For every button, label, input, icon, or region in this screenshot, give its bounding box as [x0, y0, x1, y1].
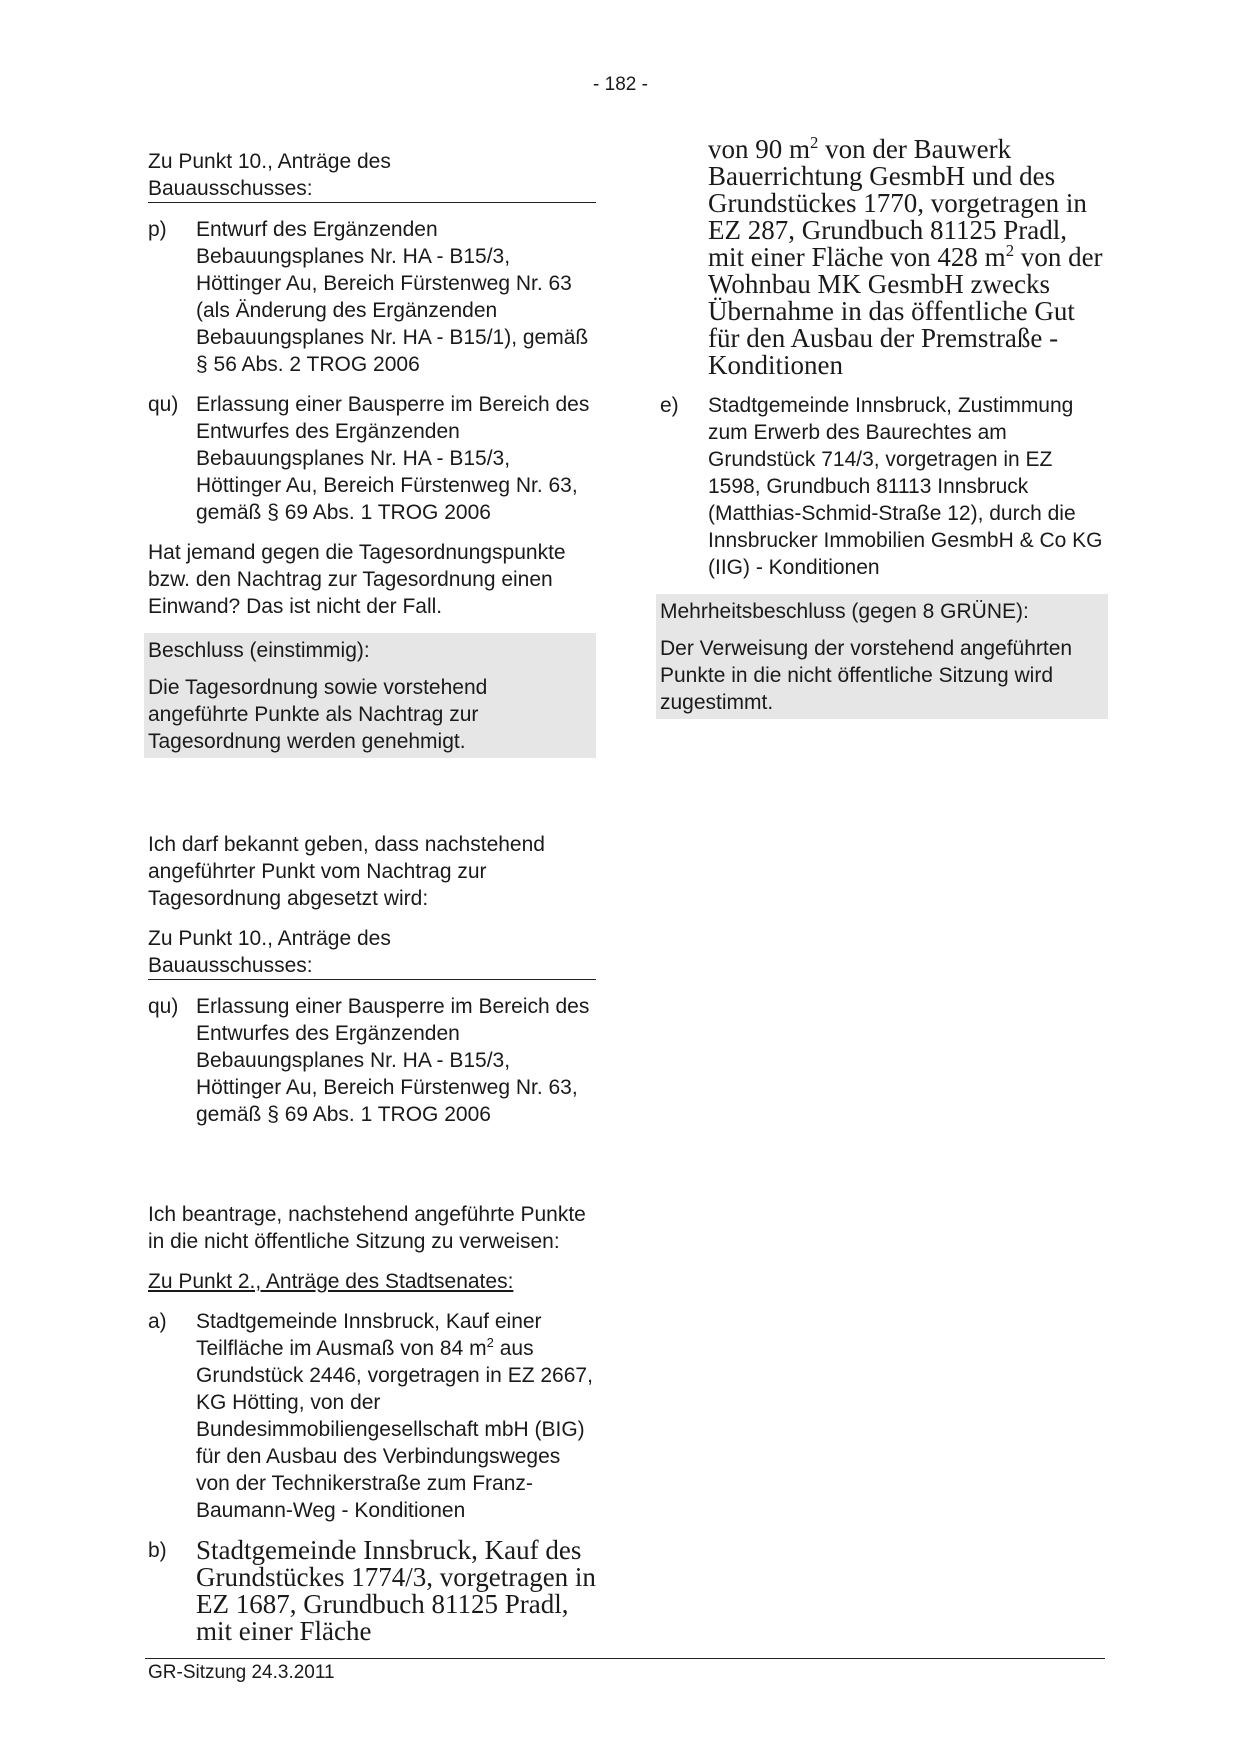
resolution-text: Die Tagesordnung sowie vorstehend angeführte Punkte als Nachtrag zur Tagesordnung werden genehmigt. [144, 670, 596, 758]
resolution-text: Der Verweisung der vorstehend angeführten Punkte in die nicht öffentliche Sitzung wird zugestimmt. [656, 631, 1108, 719]
agenda-item-e [660, 392, 1108, 581]
section-heading-bauausschuss: Zu Punkt 10., Anträge des Bauausschusses: [148, 148, 596, 203]
item-label: qu) [148, 995, 179, 1018]
right-column [660, 133, 1108, 732]
agenda-item-qu-removed [148, 993, 596, 1128]
left-column [148, 148, 596, 1658]
footer-session-date: GR-Sitzung 24.3.2011 [148, 1662, 335, 1683]
footer-divider [145, 1658, 1105, 1659]
agenda-item-b-continued [660, 133, 1108, 380]
agenda-item-p [148, 216, 596, 378]
item-label: e) [660, 394, 679, 417]
page-number: - 182 - [593, 74, 648, 95]
item-label: qu) [148, 393, 179, 416]
item-text: Stadtgemeinde Innsbruck, Kauf einer Teilfläche im Ausmaß von 84 $m^2$ aus Grundstück 2446, vorgetragen in EZ 2667, KG Hötting, von der Bundesimmobiliengesellschaft mbH (BIG) für den Ausbau des Verbindungsweges von der Technikerstraße zum Franz-Baumann-Weg - Konditionen [196, 1310, 593, 1522]
announcement-text: Ich darf bekannt geben, dass nachstehend angeführter Punkt vom Nachtrag zur Tagesordnung abgesetzt wird: [148, 833, 545, 910]
agenda-item-a [148, 1308, 596, 1524]
item-text: von 90 $m^2$ von der Bauwerk Bauerrichtung GesmbH und des Grundstückes 1770, vorgetragen in EZ 287, Grundbuch 81125 Pradl, mit einer Fläche von 428 $m^2$ von der Wohnbau MK GesmbH zwecks Übernahme in das öffentliche Gut für den Ausbau der Premstraße - Konditionen [708, 133, 1103, 380]
item-text: Entwurf des Ergänzenden Bebauungsplanes Nr. HA - B15/3, Höttinger Au, Bereich Fürstenweg Nr. 63 (als Änderung des Ergänzenden Bebauungsplanes Nr. HA - B15/1), gemäß § 56 Abs. 2 TROG 2006 [196, 218, 589, 376]
item-text: Erlassung einer Bausperre im Bereich des Entwurfes des Ergänzenden Bebauungsplanes Nr. HA - B15/3, Höttinger Au, Bereich Fürstenweg Nr. 63, gemäß § 69 Abs. 1 TROG 2006 [196, 393, 590, 524]
resolution-label: Beschluss (einstimmig): [144, 633, 596, 670]
item-label: b) [148, 1539, 167, 1562]
objection-question: Hat jemand gegen die Tagesordnungspunkte bzw. den Nachtrag zur Tagesordnung einen Einwand? Das ist nicht der Fall. [148, 541, 566, 618]
item-text: Erlassung einer Bausperre im Bereich des Entwurfes des Ergänzenden Bebauungsplanes Nr. HA - B15/3, Höttinger Au, Bereich Fürstenweg Nr. 63, gemäß § 69 Abs. 1 TROG 2006 [196, 995, 590, 1126]
spacer [148, 1141, 596, 1201]
section-heading-stadtsenat: Zu Punkt 2., Anträge des Stadtsenates: [148, 1270, 514, 1293]
spacer [148, 771, 596, 831]
motion-text: Ich beantrage, nachstehend angeführte Punkte in die nicht öffentliche Sitzung zu verweisen: [148, 1203, 586, 1253]
section-heading-bauausschuss-2: Zu Punkt 10., Anträge des Bauausschusses: [148, 925, 596, 980]
item-text: Stadtgemeinde Innsbruck, Kauf des Grundstückes 1774/3, vorgetragen in EZ 1687, Grundbuch 81125 Pradl, mit einer Fläche [196, 1535, 596, 1646]
resolution-label: Mehrheitsbeschluss (gegen 8 GRÜNE): [656, 594, 1108, 631]
item-label: p) [148, 218, 167, 241]
agenda-item-qu [148, 391, 596, 526]
item-label: a) [148, 1310, 167, 1333]
agenda-item-b [148, 1537, 596, 1645]
item-text: Stadtgemeinde Innsbruck, Zustimmung zum Erwerb des Baurechtes am Grundstück 714/3, vorgetragen in EZ 1598, Grundbuch 81113 Innsbruck (Matthias-Schmid-Straße 12), durch die Innsbrucker Immobilien GesmbH & Co KG (IIG) - Konditionen [708, 394, 1103, 579]
